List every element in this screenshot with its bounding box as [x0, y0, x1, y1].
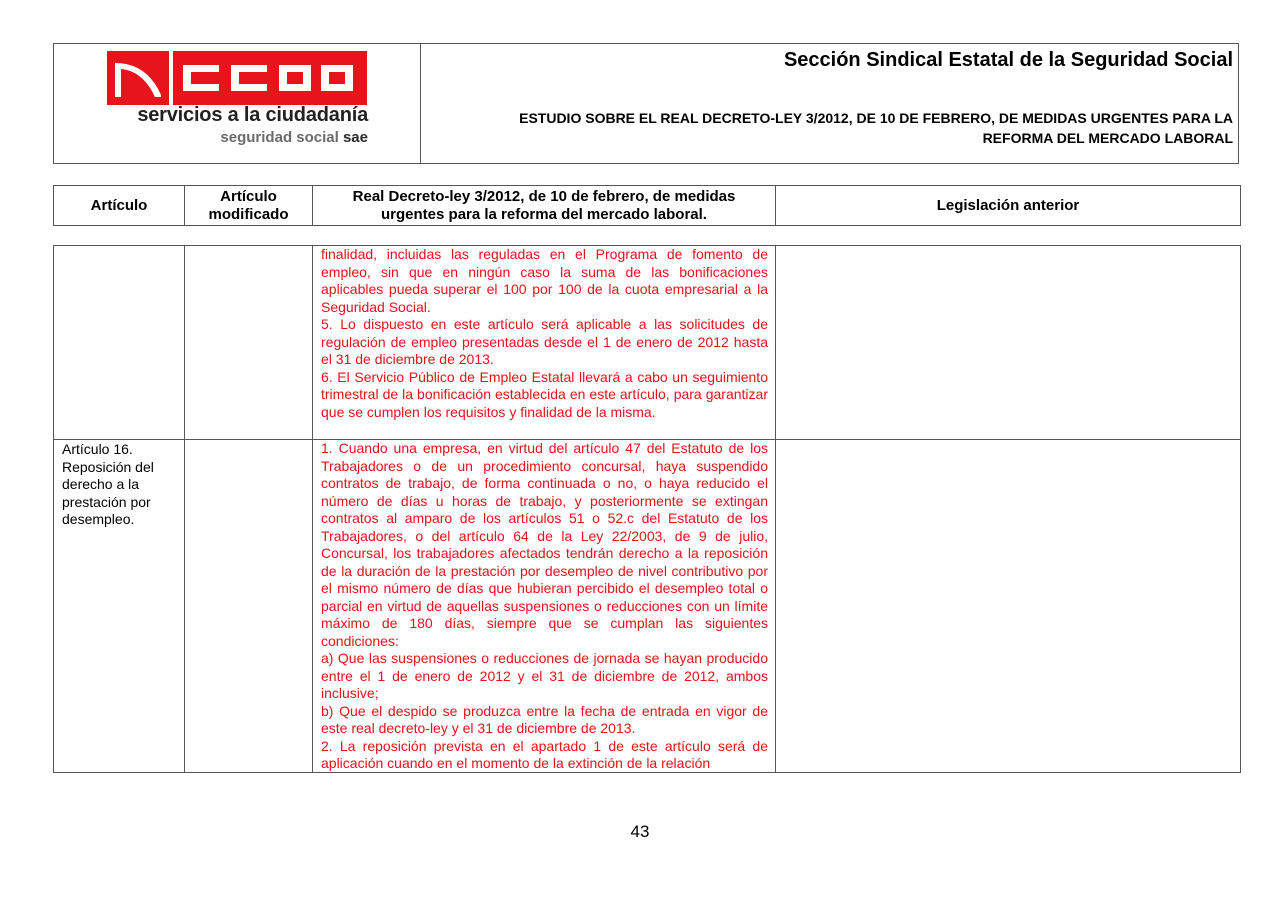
logo-tagline: servicios a la ciudadanía — [137, 104, 368, 126]
logo-subtagline: seguridad social sae — [220, 129, 368, 146]
column-header-table — [53, 185, 1241, 226]
paragraph: b) Que el despido se produzca entre la fecha de entrada en vigor de este real decreto-ley y el 31 de diciembre de 2013. — [321, 702, 768, 736]
legislacion-anterior-cell — [776, 440, 1241, 773]
legislacion-anterior-cell — [776, 246, 1241, 440]
articulo-cell: Artículo 16. Reposición del derecho a la prestación por desempleo. — [54, 440, 185, 773]
paragraph: 2. La reposición prevista en el apartado 1 de este artículo será de aplicación cuando en el momento de la extinción de la relación — [321, 737, 768, 771]
content-table — [53, 245, 1241, 773]
modificado-cell — [185, 440, 313, 773]
paragraph: 6. El Servicio Público de Empleo Estatal llevará a cabo un seguimiento trimestral de la bonificación establecida en este artículo, para garantizar que se cumplen los requisitos y finalidad de la misma. — [321, 368, 768, 420]
paragraph: a) Que las suspensiones o reducciones de jornada se hayan producido entre el 1 de enero de 2012 y el 31 de diciembre de 2012, ambos inclusive; — [321, 650, 768, 701]
column-header-articulo: Artículo — [54, 186, 185, 226]
real-decreto-cell — [313, 246, 776, 440]
document-header — [53, 43, 1239, 164]
real-decreto-cell — [313, 440, 776, 773]
title-cell — [421, 44, 1238, 163]
paragraph: finalidad, incluidas las reguladas en el Programa de fomento de empleo, sin que en ningún caso la suma de las bonificaciones aplicables pueda superar el 100 por 100 de la cuota empresarial a la Seguridad Social. — [321, 246, 768, 315]
column-header-legislacion-anterior: Legislación anterior — [776, 186, 1241, 226]
paragraph: 1. Cuando una empresa, en virtud del artículo 47 del Estatuto de los Trabajadores o de un procedimiento concursal, haya suspendido contratos de trabajo, de forma continuada o no, o haya reducido el número de días u horas de trabajo, y posteriormente se extingan contratos al amparo de los artículos 51 o 52.c del Estatuto de los Trabajadores, o del artículo 64 de la Ley 22/2003, de 9 de julio, Concursal, los trabajadores afectados tendrán derecho a la reposición de la duración de la prestación por desempleo de nivel contributivo por el mismo número de días que hubieran percibido el desempleo total o parcial en virtud de aquellas suspensiones o reducciones con un límite máximo de 180 días, siempre que se cumplan las siguientes condiciones: — [321, 440, 768, 649]
modificado-cell — [185, 246, 313, 440]
table-row — [54, 246, 1241, 440]
ccoo-logo — [107, 51, 367, 105]
document-subtitle: ESTUDIO SOBRE EL REAL DECRETO-LEY 3/2012, DE 10 DE FEBRERO, DE MEDIDAS URGENTES PARA LA REFORMA DEL MERCADO LABORAL — [519, 110, 1233, 146]
column-header-real-decreto: Real Decreto-ley 3/2012, de 10 de febrero, de medidas urgentes para la reforma del mercado laboral. — [313, 186, 776, 226]
page-number: 43 — [630, 822, 650, 841]
paragraph: 5. Lo dispuesto en este artículo será aplicable a las solicitudes de regulación de empleo presentadas desde el 1 de enero de 2012 hasta el 31 de diciembre de 2013. — [321, 316, 768, 367]
document-title: Sección Sindical Estatal de la Seguridad Social — [783, 49, 1233, 71]
column-header-modificado: Artículo modificado — [185, 186, 313, 226]
logo-cell — [54, 44, 421, 163]
table-row — [54, 440, 1241, 773]
articulo-cell — [54, 246, 185, 440]
